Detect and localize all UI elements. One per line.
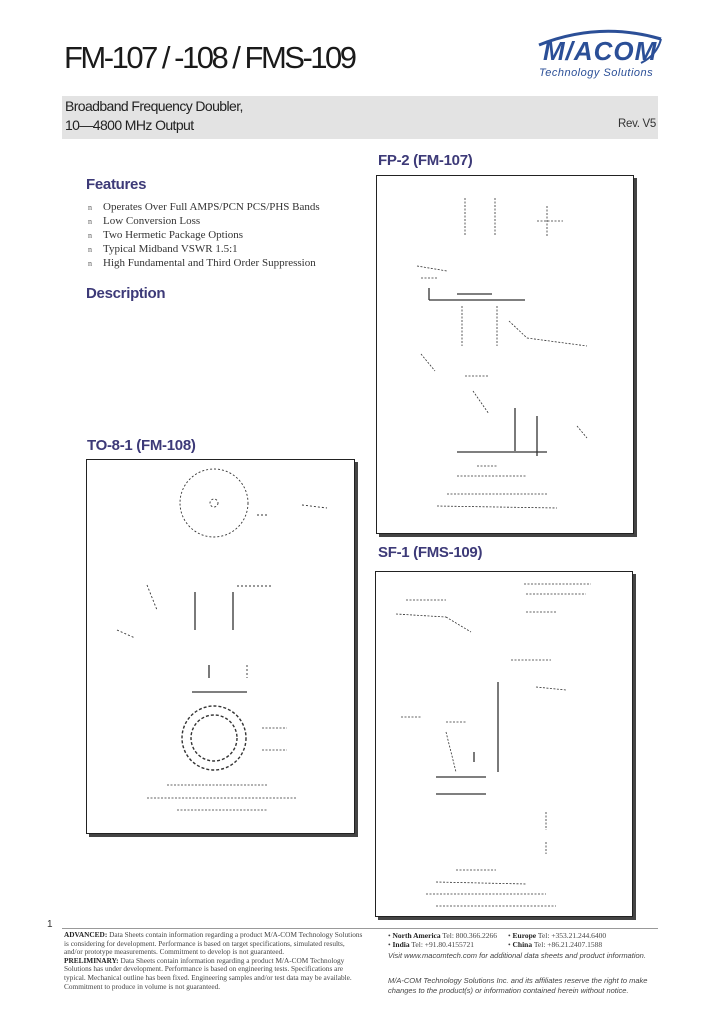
description-heading: Description [86,285,166,302]
advanced-note: ADVANCED: Data Sheets contain information regarding a product M/A-COM Technology Solutions is considering for development. Performance is based on target specifications, simulated results, and/or prototype measurements. Commitment to develop is not guaranteed. [64,930,363,957]
bullet-icon: n [88,259,92,268]
feature-item: n Low Conversion Loss [88,215,201,227]
footer-divider [62,928,658,929]
contact-india: • India Tel: +91.80.4155721 [388,940,475,950]
to81-heading: TO-8-1 (FM-108) [87,437,196,454]
product-description-line2: 10—4800 MHz Output [65,117,194,133]
bullet-icon: n [88,245,92,254]
to81-outline-drawing [86,459,355,834]
part-title: FM-107 / -108 / FMS-109 [64,40,355,75]
contact-europe: • Europe Tel: +353.21.244.6400 [508,931,607,940]
sf1-drawing-icon [376,572,634,918]
page-number: 1 [47,919,53,930]
sf1-heading: SF-1 (FMS-109) [378,544,483,561]
to81-drawing-icon [87,460,356,835]
bullet-icon: n [88,203,92,212]
feature-item: n High Fundamental and Third Order Suppression [88,257,316,269]
logo-wordmark: M/ACOM [543,36,658,66]
website-link[interactable]: Visit www.macomtech.com for additional data sheets and product information. [388,950,646,960]
feature-item: n Typical Midband VSWR 1.5:1 [88,243,238,255]
fp2-heading: FP-2 (FM-107) [378,152,473,169]
subtitle-band [62,96,658,139]
contact-block [388,931,660,960]
macom-logo [525,25,675,85]
feature-item: n Two Hermetic Package Options [88,229,244,241]
preliminary-note: PRELIMINARY: Data Sheets contain information regarding a product M/A-COM Technology Solutions has under development. Performance is based on engineering tests. Specifications are typical. Mechanical outline has been fixed. Engineering samples and/or test data may be available. Commitment to produce in volume is not guaranteed. [64,955,352,991]
sf1-outline-drawing [375,571,633,917]
fp2-outline-drawing [376,175,634,534]
contact-north-america: • North America Tel: 800.366.2266 [388,931,498,940]
bullet-icon: n [88,231,92,240]
feature-item: n Operates Over Full AMPS/PCN PCS/PHS Bands [88,201,320,213]
product-description-line1: Broadband Frequency Doubler, [65,98,243,114]
features-heading: Features [86,176,147,193]
contact-china: • China Tel: +86.21.2407.1588 [508,940,603,950]
disclaimer: M/A-COM Technology Solutions Inc. and its affiliates reserve the right to make changes to the product(s) or information contained herein without notice. [388,976,648,995]
fp2-drawing-icon [377,176,635,535]
footer-notes [64,931,364,991]
revision-label: Rev. V5 [618,118,656,130]
logo-tagline: Technology Solutions [539,67,654,79]
features-list [88,200,320,270]
bullet-icon: n [88,217,92,226]
